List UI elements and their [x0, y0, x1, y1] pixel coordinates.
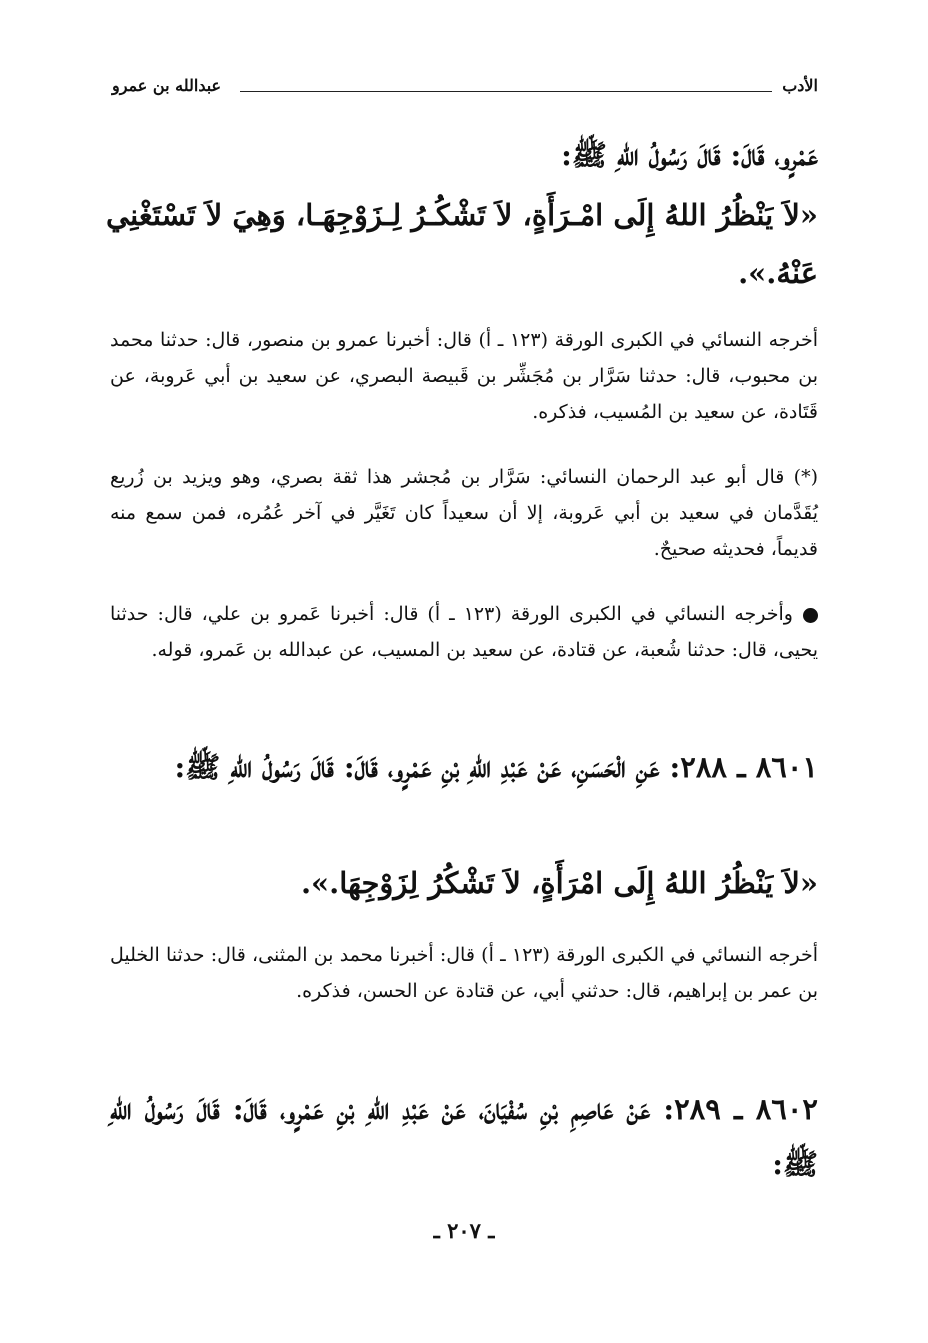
page-number: ـ ٢٠٧ ـ: [433, 1218, 495, 1243]
bullet-icon: [803, 608, 818, 623]
takhrij-paragraph-3: أخرجه النسائي في الكبرى الورقة (١٢٣ ـ أ) قال: أخبرنا محمد بن المثنى، قال: حدثنا الخليل بن عمر بن إبراهيم، قال: حدثني أبي، عن قتادة عن الحسن، فذكره.: [110, 944, 818, 1002]
takhrij-paragraph-2: [110, 596, 818, 668]
hadith-quote-2: «لاَ يَنْظُرُ اللهُ إِلَى امْرَأَةٍ، لاَ تَشْكُرُ لِزَوْجِهَا.».: [300, 866, 818, 900]
note-paragraph: (*) قال أبو عبد الرحمان النسائي: سَرَّار بن مُجشر هذا ثقة بصري، وهو ويزيد بن زُريع يُقَدَّمان في سعيد بن أبي عَروبة، إلا أن سعيداً كان تَغَيَّر في آخر عُمُره، فمن سمع منه قديماً، فحديثه صحيحٌ.: [110, 466, 818, 560]
hadith-continuation: عَمْرٍو، قَالَ: قَالَ رَسُولُ اللهِ ﷺ:: [561, 138, 818, 172]
running-head-rule: [240, 91, 772, 92]
hadith-quote-1: «لاَ يَنْظُرُ اللهُ إِلَى امْـرَأَةٍ، لاَ تَشْكُـرُ لِـزَوْجِهَـا، وَهِيَ لاَ تَسْتَغْنِي عَنْهُ.».: [106, 198, 818, 290]
running-head-chapter: الأدب: [782, 76, 818, 95]
takhrij-paragraph-2-text: وأخرجه النسائي في الكبرى الورقة (١٢٣ ـ أ) قال: أخبرنا عَمرو بن علي، قال: حدثنا يحيى، قال: حدثنا شُعبة، عن قتادة، عن سعيد بن المسيب، عن عبدالله بن عَمرو، قوله.: [110, 603, 818, 661]
hadith-8602: ٨٦٠٢ ـ ٢٨٩: عَنْ عَاصِمِ بْنِ سُفْيَانَ، عَنْ عَبْدِ اللهِ بْنِ عَمْرٍو، قَالَ: قَالَ رَسُولُ اللهِ ﷺ:: [110, 1092, 818, 1181]
running-head-narrator: عبدالله بن عمرو: [112, 76, 222, 95]
takhrij-paragraph-1: أخرجه النسائي في الكبرى الورقة (١٢٣ ـ أ) قال: أخبرنا عمرو بن منصور، قال: حدثنا محمد بن محبوب، قال: حدثنا سَرَّار بن مُجَشِّر بن قَبيصة البصري، عن سعيد بن أبي عَروبة، عن قَتَادة، عن سعيد بن المُسيب، فذكره.: [110, 329, 819, 423]
running-head: [112, 76, 818, 106]
hadith-8601: ٨٦٠١ ـ ٢٨٨: عَنِ الْحَسَنِ، عَنْ عَبْدِ اللهِ بْنِ عَمْرٍو، قَالَ: قَالَ رَسُولُ اللهِ ﷺ:: [174, 750, 818, 784]
